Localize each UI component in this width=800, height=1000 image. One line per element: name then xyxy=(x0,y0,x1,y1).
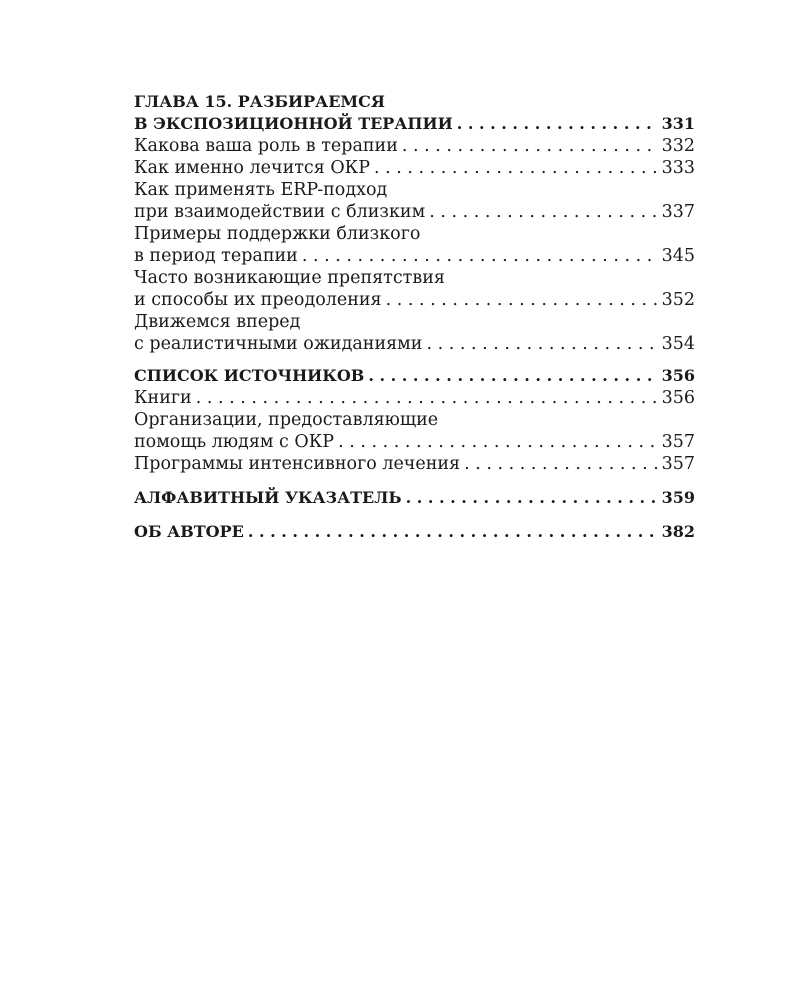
toc-entry-title: АЛФАВИТНЫЙ УКАЗАТЕЛЬ xyxy=(134,488,402,507)
toc-entry-support[interactable] xyxy=(134,223,695,267)
toc-entry-treated[interactable] xyxy=(134,157,695,179)
toc-entry-orgs[interactable] xyxy=(134,409,695,453)
toc-entry-programs[interactable] xyxy=(134,453,695,475)
toc-entry-line xyxy=(134,179,695,201)
toc-entry-title: в период терапии xyxy=(134,246,298,266)
toc-entry-chapter-15[interactable] xyxy=(134,91,695,135)
toc-entry-line xyxy=(134,267,695,289)
dot-leader xyxy=(248,521,658,543)
toc-entry-forward[interactable] xyxy=(134,311,695,355)
toc-entry-title: помощь людям с ОКР xyxy=(134,432,335,452)
toc-entry-line xyxy=(134,289,695,311)
toc-entry-line xyxy=(134,409,695,431)
toc-entry-title: Как применять ERP-подход xyxy=(134,180,388,200)
toc-page-number: 354 xyxy=(661,334,695,354)
toc-entry-title: Организации, предоставляющие xyxy=(134,410,439,430)
toc-entry-line xyxy=(134,453,695,475)
toc-page-number: 356 xyxy=(661,366,695,385)
dot-leader xyxy=(338,431,658,453)
toc-page-number: 345 xyxy=(661,246,695,266)
toc-entry-line xyxy=(134,311,695,333)
toc-page-number: 357 xyxy=(661,454,695,474)
toc-entry-line xyxy=(134,135,695,157)
toc-entry-role[interactable] xyxy=(134,135,695,157)
toc-entry-line xyxy=(134,91,695,113)
toc-entry-title: при взаимодействии с близким xyxy=(134,202,426,222)
toc-page-number: 359 xyxy=(661,488,695,507)
toc-page-number: 337 xyxy=(661,202,695,222)
toc-entry-erp[interactable] xyxy=(134,179,695,223)
toc-entry-title: Как именно лечится ОКР xyxy=(134,158,370,178)
toc-entry-line xyxy=(134,431,695,453)
toc-page-number: 332 xyxy=(661,136,695,156)
toc-entry-title: Книги xyxy=(134,388,192,408)
toc-page-number: 382 xyxy=(661,522,695,541)
toc-entry-title: Примеры поддержки близкого xyxy=(134,224,421,244)
toc-entry-line xyxy=(134,113,695,135)
toc-entry-line xyxy=(134,157,695,179)
dot-leader xyxy=(429,201,657,223)
dot-leader xyxy=(302,245,658,267)
toc-entry-line xyxy=(134,333,695,355)
toc-page-number: 333 xyxy=(661,158,695,178)
toc-entry-line xyxy=(134,387,695,409)
toc-page-number: 331 xyxy=(661,114,695,133)
toc-entry-books[interactable] xyxy=(134,387,695,409)
toc-entry-obstacles[interactable] xyxy=(134,267,695,311)
toc-entry-title: Программы интенсивного лечения xyxy=(134,454,461,474)
toc-entry-line xyxy=(134,223,695,245)
toc-entry-author[interactable] xyxy=(134,521,695,543)
toc-entry-line xyxy=(134,365,695,387)
toc-entry-title: Часто возникающие препятствия xyxy=(134,268,445,288)
dot-leader xyxy=(464,453,657,475)
toc-entry-title: ОБ АВТОРЕ xyxy=(134,522,244,541)
toc-entry-title: СПИСОК ИСТОЧНИКОВ xyxy=(134,366,365,385)
toc-entry-title: с реалистичными ожиданиями xyxy=(134,334,423,354)
dot-leader xyxy=(457,113,658,135)
toc-entry-title: Движемся вперед xyxy=(134,312,301,332)
dot-leader xyxy=(406,487,658,509)
toc-entry-sources[interactable] xyxy=(134,365,695,387)
toc-entry-title: В ЭКСПОЗИЦИОННОЙ ТЕРАПИИ xyxy=(134,114,453,133)
toc-entry-line xyxy=(134,521,695,543)
dot-leader xyxy=(426,333,657,355)
toc-entry-title: Какова ваша роль в терапии xyxy=(134,136,398,156)
toc-entry-title: и способы их преодоления xyxy=(134,290,382,310)
toc-page-number: 357 xyxy=(661,432,695,452)
dot-leader xyxy=(386,289,658,311)
toc-page-number: 356 xyxy=(661,388,695,408)
dot-leader xyxy=(196,387,658,409)
toc-entry-line xyxy=(134,201,695,223)
toc-page-number: 352 xyxy=(661,290,695,310)
dot-leader xyxy=(368,365,657,387)
toc-entry-index[interactable] xyxy=(134,487,695,509)
toc-entry-title: ГЛАВА 15. РАЗБИРАЕМСЯ xyxy=(134,92,385,111)
dot-leader xyxy=(374,157,658,179)
table-of-contents xyxy=(134,91,695,543)
toc-entry-line xyxy=(134,487,695,509)
toc-entry-line xyxy=(134,245,695,267)
dot-leader xyxy=(402,135,658,157)
